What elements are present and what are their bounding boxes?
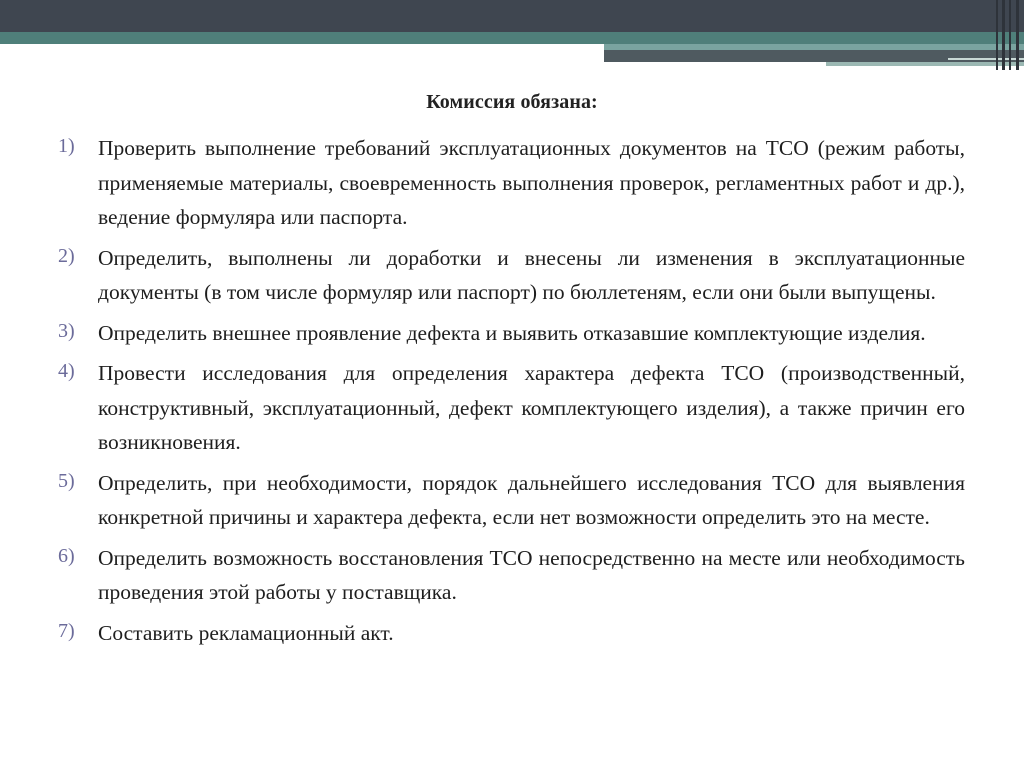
- slide-title: Комиссия обязана:: [426, 91, 598, 113]
- list-item: [58, 356, 965, 460]
- list-item: [58, 241, 965, 310]
- header-accent-stripe: [604, 50, 1024, 62]
- header-accent-stripe: [826, 62, 1024, 66]
- list-item-text: Определить, при необходимости, порядок дальнейшего исследования ТСО для выявления конкретной причины и характера дефекта, если нет возможности определить это на месте.: [98, 470, 965, 529]
- duties-list: [58, 131, 965, 656]
- list-item: [58, 316, 965, 351]
- decorative-vertical-line: [1016, 0, 1019, 70]
- header-dark-bar: [0, 0, 1024, 32]
- list-item-text: Определить внешнее проявление дефекта и выявить отказавшие комплектующие изделия.: [98, 320, 926, 345]
- list-item-number: 6): [58, 544, 75, 567]
- list-item-number: 1): [58, 135, 75, 157]
- list-item-text: Составить рекламационный акт.: [98, 620, 394, 645]
- list-item: [58, 541, 965, 610]
- header-teal-bar: [0, 32, 1024, 44]
- list-item-number: 7): [58, 619, 75, 642]
- decorative-vertical-line: [1002, 0, 1005, 70]
- decorative-vertical-line: [1009, 0, 1011, 70]
- list-item-number: 3): [58, 319, 75, 342]
- list-item-text: Провести исследования для определения характера дефекта ТСО (производственный, конструктивный, эксплуатационный, дефект комплектующего изделия), а также причин его возникновения.: [98, 361, 965, 454]
- header-accent-stripe: [948, 58, 1024, 60]
- list-item-number: 2): [58, 244, 75, 267]
- list-item-text: Определить, выполнены ли доработки и внесены ли изменения в эксплуатационные документы (в том числе формуляр или паспорт) по бюллетеням, если они были выпущены.: [98, 245, 965, 304]
- list-item-number: 4): [58, 360, 75, 382]
- list-item: [58, 616, 965, 651]
- list-item-text: Проверить выполнение требований эксплуатационных документов на ТСО (режим работы, применяемые материалы, своевременность выполнения проверок, регламентных работ и др.), ведение формуляра или паспорта.: [98, 136, 965, 229]
- list-item: [58, 131, 965, 235]
- decorative-vertical-line: [996, 0, 998, 70]
- list-item-text: Определить возможность восстановления ТСО непосредственно на месте или необходимость проведения этой работы у поставщика.: [98, 545, 965, 604]
- list-item-number: 5): [58, 469, 75, 492]
- list-item: [58, 466, 965, 535]
